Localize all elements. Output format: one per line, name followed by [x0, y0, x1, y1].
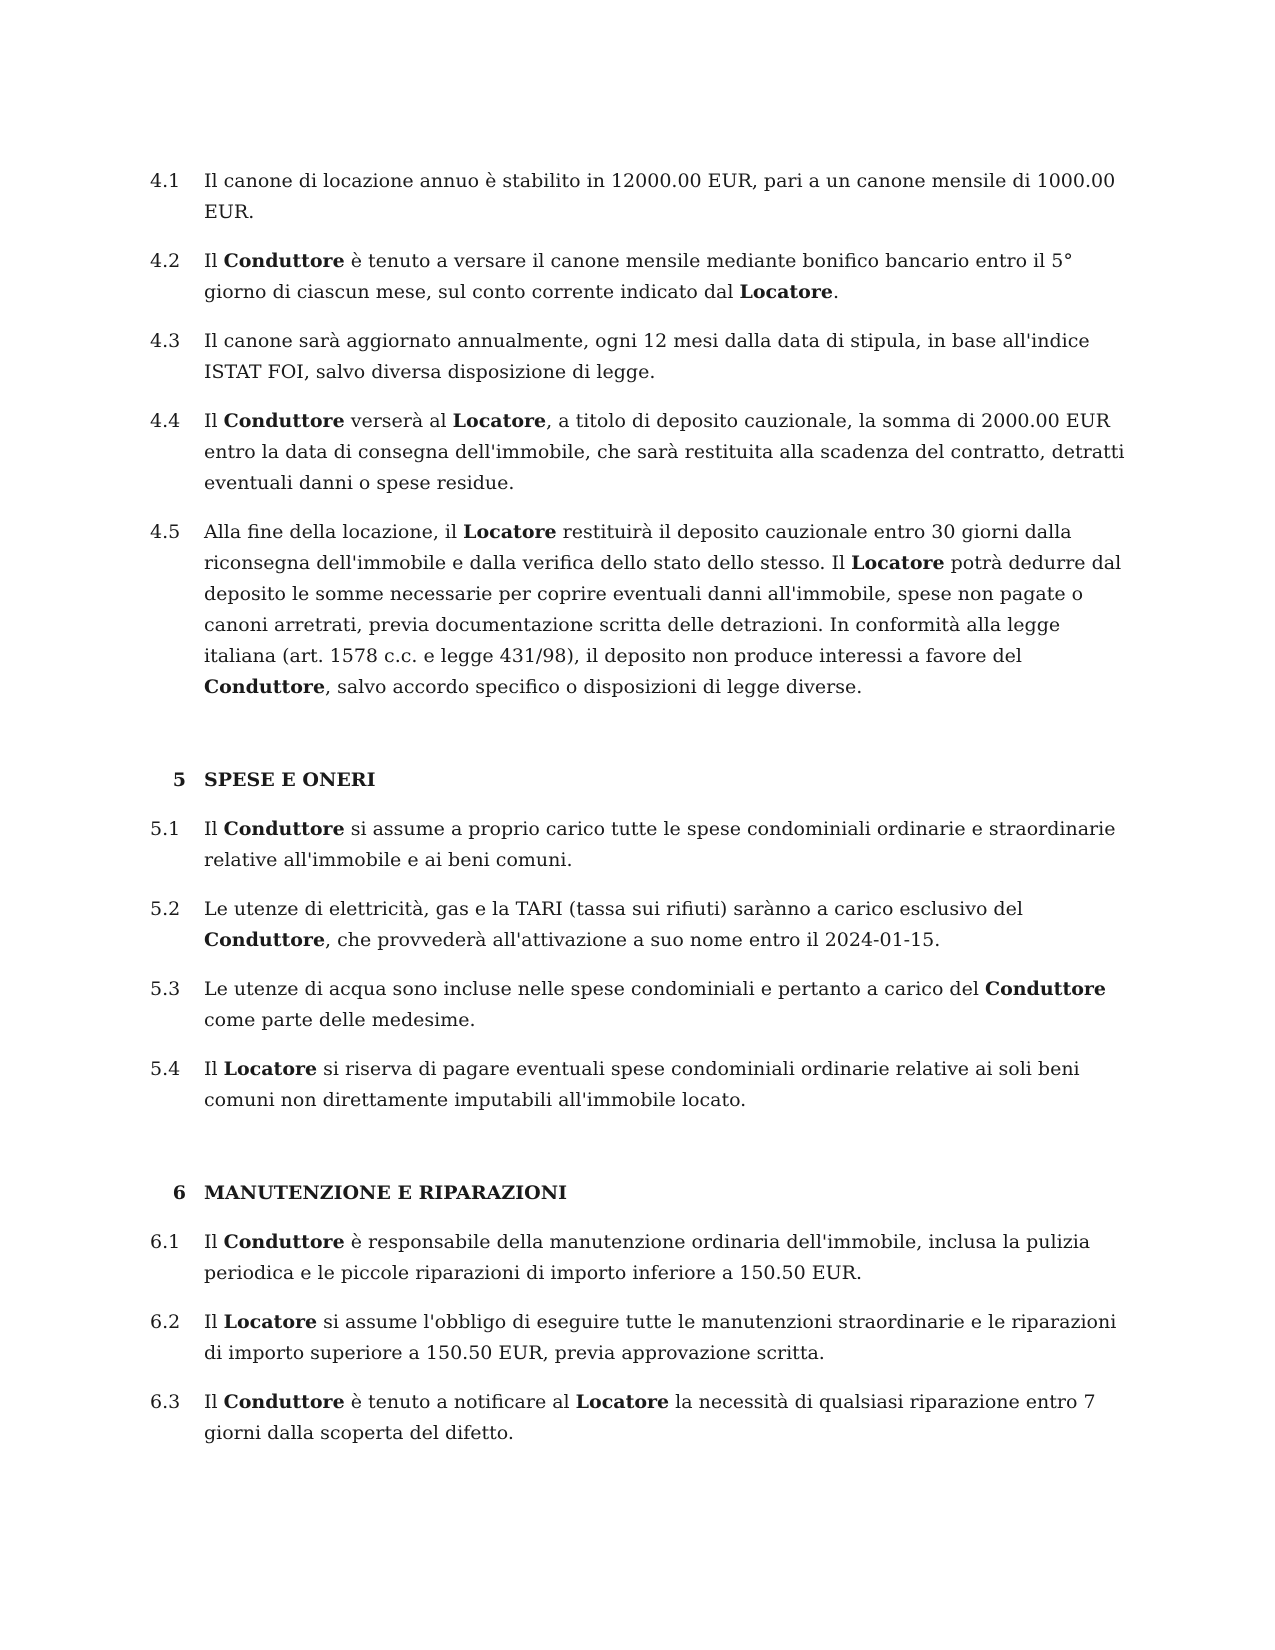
clause-text — [204, 406, 1130, 499]
party-name: Locatore — [452, 410, 547, 432]
clause-5-3 — [150, 974, 1130, 1036]
clause-6-2 — [150, 1307, 1130, 1369]
clause-number: 5.3 — [150, 978, 181, 1000]
section-title: MANUTENZIONE E RIPARAZIONI — [204, 1182, 567, 1204]
text-run: si assume l'obbligo di eseguire tutte le manutenzioni straordinarie e le riparazioni di importo superiore a 150.50 EUR, previa approvazione scritta. — [204, 1311, 1117, 1364]
text-run: Alla fine della locazione, il — [204, 521, 464, 543]
party-name: Conduttore — [223, 818, 345, 840]
text-run: Le utenze di elettricità, gas e la TARI (tassa sui rifiuti) sarànno a carico esclusivo del — [204, 898, 1023, 920]
clause-number: 4.1 — [150, 170, 181, 192]
text-run: , salvo accordo specifico o disposizioni di legge diverse. — [325, 676, 863, 698]
party-name: Conduttore — [223, 1391, 345, 1413]
party-name: Conduttore — [984, 978, 1106, 1000]
text-run: Le utenze di acqua sono incluse nelle spese condominiali e pertanto a carico del — [204, 978, 985, 1000]
section-number: 6 — [172, 1182, 186, 1204]
section-heading-6 — [150, 1178, 1130, 1209]
party-name: Conduttore — [223, 250, 345, 272]
text-run: Il canone sarà aggiornato annualmente, ogni 12 mesi dalla data di stipula, in base all'indice ISTAT FOI, salvo diversa disposizione di legge. — [204, 330, 1090, 383]
text-run: è tenuto a versare il canone mensile mediante bonifico bancario entro il 5° giorno di ciascun mese, sul conto corrente indicato dal — [204, 250, 1073, 303]
clause-5-4 — [150, 1054, 1130, 1116]
clause-text — [204, 246, 1130, 308]
clause-number: 6.3 — [150, 1391, 181, 1413]
text-run: Il — [204, 250, 224, 272]
clause-number: 6.2 — [150, 1311, 181, 1333]
party-name: Conduttore — [204, 929, 326, 951]
clause-text — [204, 974, 1130, 1036]
clause-4-2 — [150, 246, 1130, 308]
party-name: Locatore — [223, 1058, 318, 1080]
clause-number: 5.4 — [150, 1058, 181, 1080]
clause-text — [204, 166, 1130, 228]
party-name: Conduttore — [223, 1231, 345, 1253]
clause-text — [204, 894, 1130, 956]
text-run: Il — [204, 1391, 224, 1413]
party-name: Conduttore — [204, 676, 326, 698]
clause-text — [204, 326, 1130, 388]
text-run: Il — [204, 818, 224, 840]
party-name: Locatore — [223, 1311, 318, 1333]
party-name: Locatore — [463, 521, 557, 543]
clause-text — [204, 517, 1130, 703]
clause-number: 5.1 — [150, 818, 181, 840]
party-name: Locatore — [739, 281, 833, 303]
text-run: restituirà il deposito cauzionale entro 30 giorni dalla riconsegna dell'immobile e dalla verifica dello stato dello stesso. Il — [204, 521, 1072, 574]
clause-4-4 — [150, 406, 1130, 499]
text-run: si assume a proprio carico tutte le spese condominiali ordinarie e straordinarie relative all'immobile e ai beni comuni. — [204, 818, 1116, 871]
section-title: SPESE E ONERI — [204, 769, 376, 791]
section-heading-5 — [150, 765, 1130, 796]
clause-6-3 — [150, 1387, 1130, 1449]
text-run: Il — [204, 1231, 224, 1253]
text-run: è responsabile della manutenzione ordinaria dell'immobile, inclusa la pulizia periodica e le piccole riparazioni di importo inferiore a 150.50 EUR. — [204, 1231, 1091, 1284]
text-run: è tenuto a notificare al — [344, 1391, 576, 1413]
clause-text — [204, 1054, 1130, 1116]
text-run: Il — [204, 1058, 224, 1080]
clause-4-1 — [150, 166, 1130, 228]
clause-number: 6.1 — [150, 1231, 181, 1253]
clause-5-1 — [150, 814, 1130, 876]
contract-clauses — [150, 166, 1130, 1467]
clause-4-5 — [150, 517, 1130, 703]
text-run: . — [832, 281, 839, 303]
clause-6-1 — [150, 1227, 1130, 1289]
clause-5-2 — [150, 894, 1130, 956]
text-run: verserà al — [344, 410, 453, 432]
text-run: Il canone di locazione annuo è stabilito in 12000.00 EUR, pari a un canone mensile di 1000.00 EUR. — [204, 170, 1116, 223]
text-run: potrà dedurre dal deposito le somme necessarie per coprire eventuali danni all'immobile, spese non pagate o canoni arretrati, previa documentazione scritta delle detrazioni. In conformità alla legge italiana (art. 1578 c.c. e legge 431/98), il deposito non produce interessi a favore del — [204, 552, 1122, 667]
clause-4-3 — [150, 326, 1130, 388]
clause-text — [204, 1387, 1130, 1449]
party-name: Locatore — [851, 552, 945, 574]
text-run: , a titolo di deposito cauzionale, la somma di 2000.00 EUR entro la data di consegna dell'immobile, che sarà restituita alla scadenza del contratto, detratti eventuali danni o spese residue. — [204, 410, 1125, 494]
clause-number: 4.5 — [150, 521, 181, 543]
text-run: la necessità di qualsiasi riparazione entro 7 giorni dalla scoperta del difetto. — [204, 1391, 1096, 1444]
text-run: si riserva di pagare eventuali spese condominiali ordinarie relative ai soli beni comuni non direttamente imputabili all'immobile locato. — [204, 1058, 1080, 1111]
text-run: Il — [204, 1311, 224, 1333]
clause-number: 4.4 — [150, 410, 181, 432]
text-run: come parte delle medesime. — [204, 1009, 476, 1031]
text-run: , che provvederà all'attivazione a suo nome entro il 2024-01-15. — [325, 929, 941, 951]
text-run: Il — [204, 410, 224, 432]
clause-text — [204, 1307, 1130, 1369]
clause-text — [204, 1227, 1130, 1289]
party-name: Locatore — [575, 1391, 670, 1413]
clause-number: 4.2 — [150, 250, 181, 272]
clause-number: 4.3 — [150, 330, 181, 352]
clause-text — [204, 814, 1130, 876]
section-number: 5 — [172, 769, 186, 791]
clause-number: 5.2 — [150, 898, 181, 920]
party-name: Conduttore — [223, 410, 345, 432]
